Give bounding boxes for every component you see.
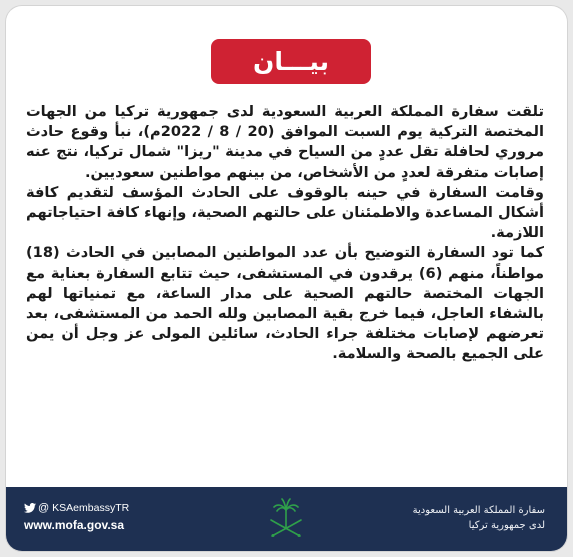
statement-body [26,102,544,365]
org-name-line2: لدى جمهورية تركيا [468,520,545,531]
at-symbol: @ [38,502,50,514]
footer-bar [6,487,567,551]
twitter-handle-text: KSAembassyTR [52,502,130,514]
statement-paragraph-1: تلقت سفارة المملكة العربية السعودية لدى جمهورية تركيا من الجهات المختصة التركية يوم السبت الموافق (20 / 8 / 2022م)، نبأ وقوع حادث مروري لحافلة تقل عددٍ من السياح في مدينة "ريزا" شمال تركيا، نتج عنه إصابات متفرقة لعددٍ من الأشخاص، من بينهم مواطنين سعوديين. [26,103,544,181]
footer-organization [413,503,545,533]
saudi-emblem-icon [263,496,309,542]
statement-title: بيـــان [253,47,329,76]
statement-paragraph-2: وقامت السفارة في حينه بالوقوف على الحادث المؤسف لتقديم كافة أشكال المساعدة والاطمئنان على حالتهم الصحية، وإنهاء كافة احتياجاتهم اللازمة. [26,183,544,242]
website-link[interactable]: www.mofa.gov.sa [24,518,125,532]
twitter-bird-icon [24,503,36,513]
twitter-handle[interactable] [24,502,129,514]
statement-title-badge [211,39,371,84]
footer-contact [24,502,129,532]
org-name-line1: سفارة المملكة العربية السعودية [412,505,545,516]
statement-paragraph-3: كما تود السفارة التوضيح بأن عدد المواطنين المصابين في الحادث (18) مواطناً، منهم (6) يرقدون في المستشفى، حيث تتابع السفارة بعناية مع الجهات المختصة حالتهم الصحية على مدار الساعة، مع تمنياتها لهم بالشفاء العاجل، فيما خرج بقية المصابين ولله الحمد من المستشفى، بعد تعرضهم لإصابات مختلفة جراء الحادث، سائلين المولى عز وجل أن يمن على الجميع بالصحة والسلامة. [26,244,544,363]
statement-card [6,6,567,551]
